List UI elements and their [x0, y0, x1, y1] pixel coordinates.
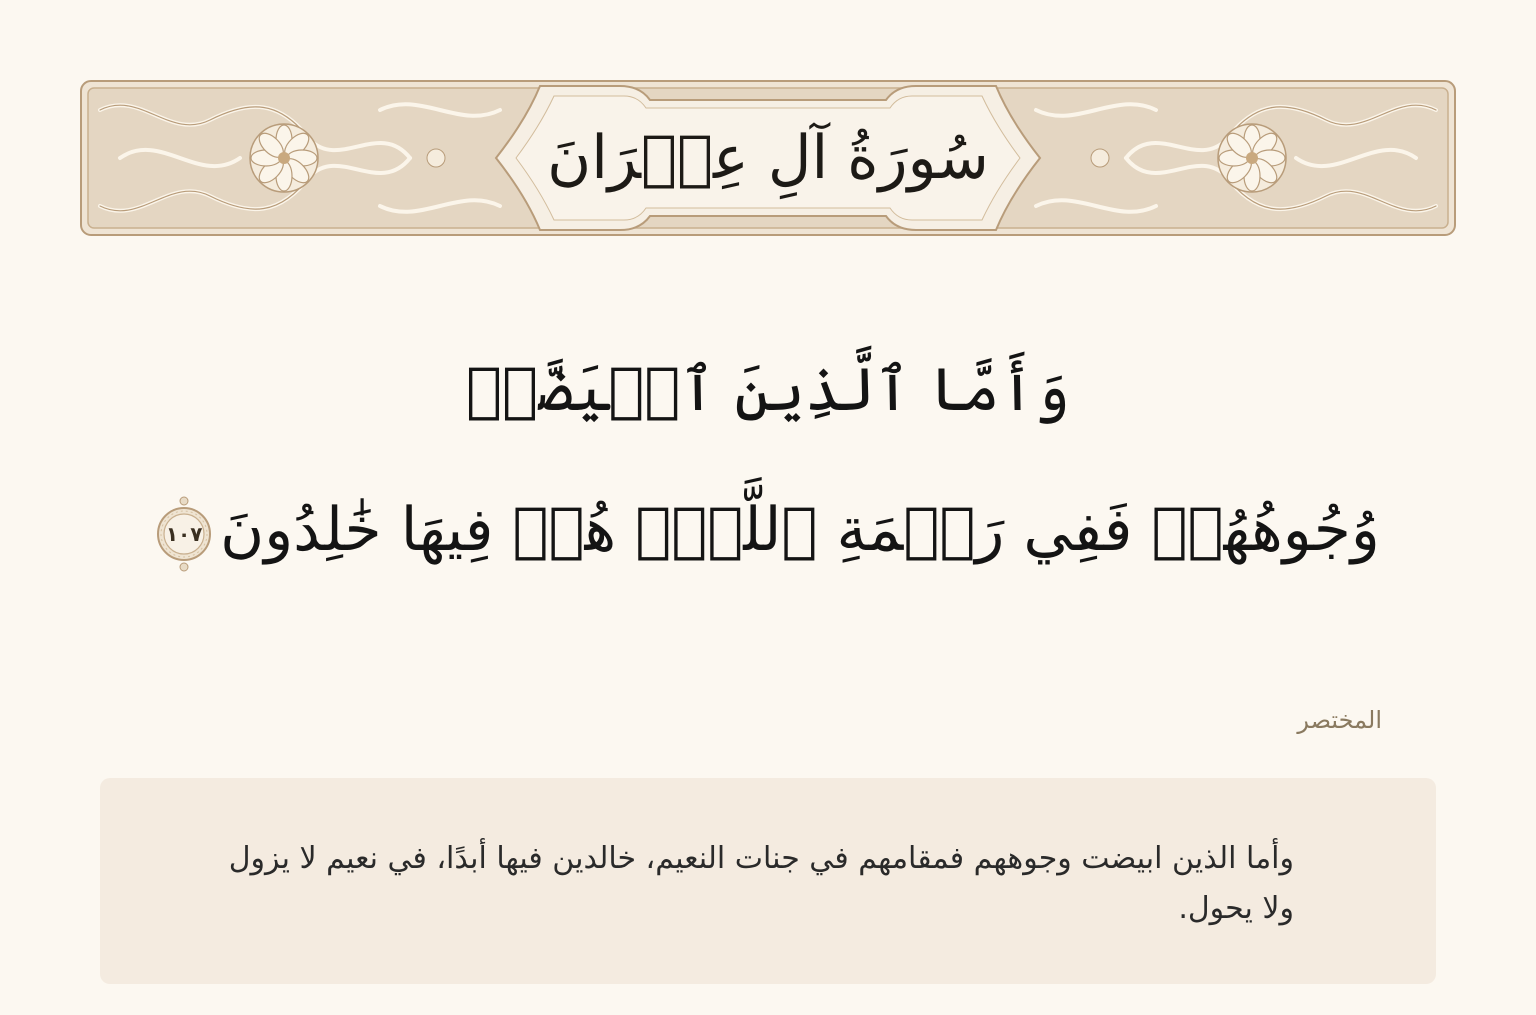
verse-text — [120, 320, 1416, 600]
verse-line-1: وَأَمَّا ٱلَّذِينَ ٱبۡيَضَّتۡ — [465, 355, 1071, 425]
surah-title: سُورَةُ آلِ عِمۡرَانَ — [547, 123, 989, 193]
tafsir-card — [100, 778, 1436, 984]
tafsir-source-label[interactable]: المختصر — [1297, 706, 1382, 734]
ayah-number: ١٠٧ — [165, 522, 203, 547]
ayah-end-marker[interactable] — [156, 493, 212, 575]
surah-header-banner — [80, 80, 1456, 236]
verse-line-2 — [120, 460, 1416, 600]
tafsir-text: وأما الذين ابيضت وجوههم فمقامهم في جنات النعيم، خالدين فيها أبدًا، في نعيم لا يزول ولا يحول. — [228, 841, 1294, 926]
verse-line-2-text: وُجُوهُهُمۡ فَفِي رَحۡمَةِ ٱللَّهِۖ هُمۡ فِيهَا خَٰلِدُونَ — [220, 495, 1380, 565]
